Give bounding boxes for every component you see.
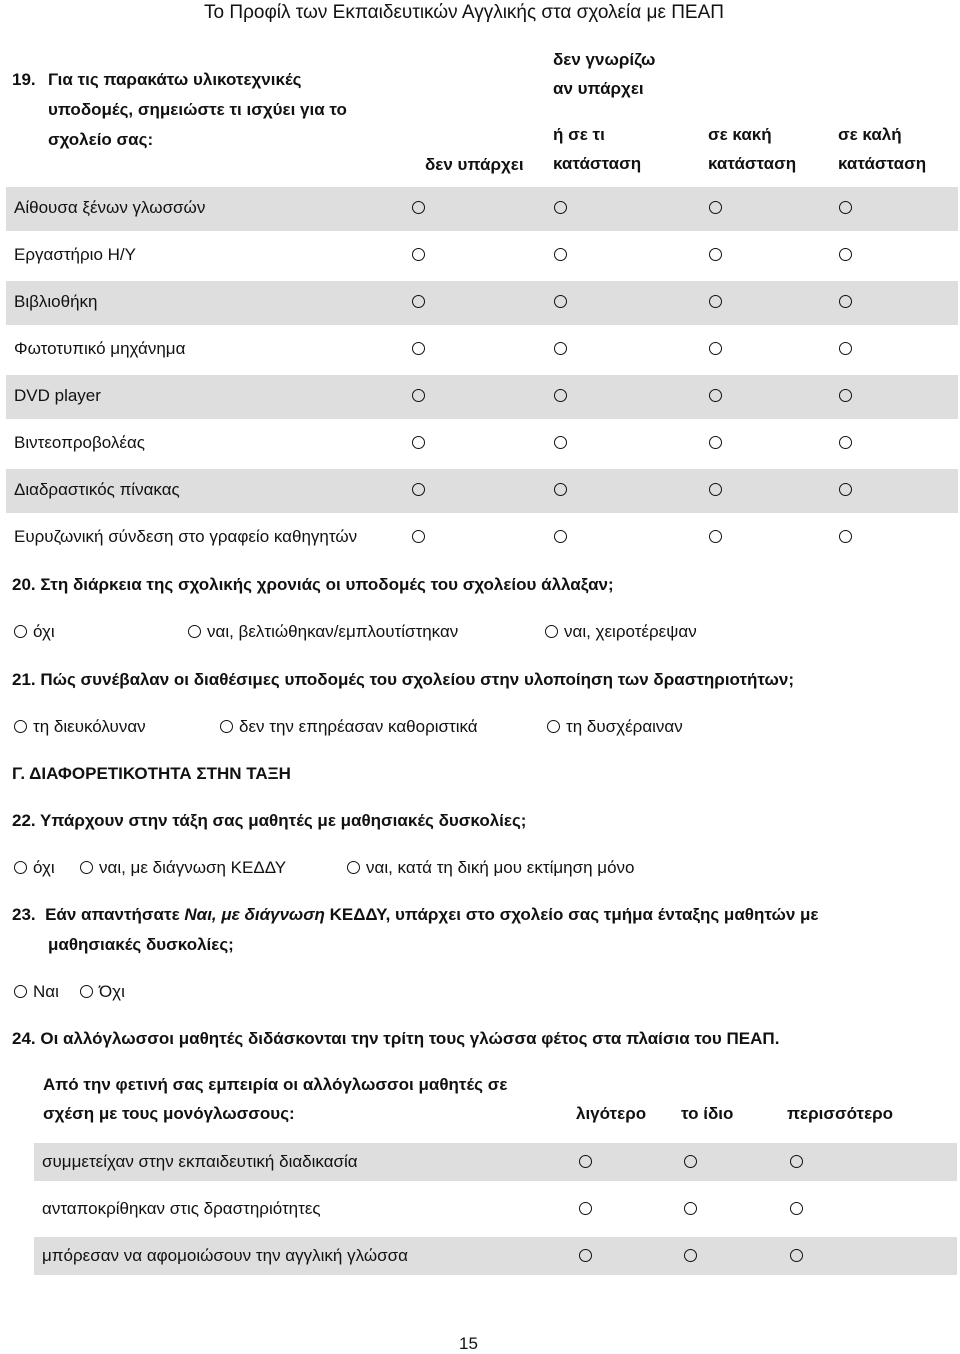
col-dont-know-l2: αν υπάρχει: [553, 79, 644, 98]
facility-row: [6, 375, 958, 419]
q24-row: [34, 1190, 957, 1228]
facility-row: [6, 328, 958, 372]
radio-dont-know[interactable]: [554, 436, 567, 449]
q24-intro-line2: σχέση με τους μονόγλωσσους:: [43, 1104, 295, 1123]
radio-icon[interactable]: [80, 985, 93, 998]
radio-dont-know[interactable]: [554, 530, 567, 543]
q21-option[interactable]: [547, 717, 683, 737]
q24-text: 24. Οι αλλόγλωσσοι μαθητές διδάσκονται την τρίτη τους γλώσσα φέτος στα πλαίσια του ΠΕΑΠ.: [12, 1029, 780, 1048]
facility-label: DVD player: [14, 386, 101, 405]
radio-more[interactable]: [790, 1155, 803, 1168]
radio-icon[interactable]: [545, 625, 558, 638]
q24-row-label: συμμετείχαν στην εκπαιδευτική διαδικασία: [42, 1152, 358, 1171]
col-less: λιγότερο: [576, 1104, 647, 1123]
radio-same[interactable]: [684, 1249, 697, 1262]
radio-good[interactable]: [839, 483, 852, 496]
facility-row: [6, 469, 958, 513]
q23-suffix: ΚΕΔΔΥ, υπάρχει στο σχολείο σας τμήμα ένταξης μαθητών με: [324, 905, 819, 924]
radio-icon[interactable]: [14, 861, 27, 874]
col-same: το ίδιο: [681, 1104, 734, 1123]
q22-option[interactable]: [14, 858, 55, 878]
radio-good[interactable]: [839, 436, 852, 449]
col-dont-know-l3: ή σε τι: [553, 125, 605, 144]
facility-row: [6, 281, 958, 325]
facility-row: [6, 422, 958, 466]
option-label: Ναι: [33, 982, 59, 1001]
radio-not-exists[interactable]: [412, 201, 425, 214]
facility-label: Εργαστήριο Η/Υ: [14, 245, 136, 264]
page-header-title: Το Προφίλ των Εκπαιδευτικών Αγγλικής στα σχολεία με ΠΕΑΠ: [204, 2, 724, 23]
radio-icon[interactable]: [14, 625, 27, 638]
radio-icon[interactable]: [14, 985, 27, 998]
q24-row-label: μπόρεσαν να αφομοιώσουν την αγγλική γλώσσα: [42, 1246, 408, 1265]
section-heading: Γ. ΔΙΑΦΟΡΕΤΙΚΟΤΗΤΑ ΣΤΗΝ ΤΑΞΗ: [12, 764, 291, 783]
radio-more[interactable]: [790, 1202, 803, 1215]
col-not-exists: δεν υπάρχει: [425, 155, 524, 174]
radio-bad[interactable]: [709, 483, 722, 496]
facility-row: [6, 516, 958, 560]
facility-label: Βιβλιοθήκη: [14, 292, 98, 311]
facility-row: [6, 234, 958, 278]
radio-dont-know[interactable]: [554, 201, 567, 214]
q19-number: 19.: [12, 70, 36, 89]
q19-text-line3: σχολείο σας:: [48, 130, 154, 149]
radio-good[interactable]: [839, 530, 852, 543]
q23-option[interactable]: [80, 982, 125, 1002]
radio-bad[interactable]: [709, 342, 722, 355]
option-label: τη δυσχέραιναν: [566, 717, 683, 736]
radio-bad[interactable]: [709, 436, 722, 449]
page-number: 15: [459, 1334, 478, 1353]
q19-text-line1: Για τις παρακάτω υλικοτεχνικές: [48, 70, 302, 89]
option-label: ναι, με διάγνωση ΚΕΔΔΥ: [99, 858, 287, 877]
facility-label: Βιντεοπροβολέας: [14, 433, 145, 452]
option-label: Όχι: [99, 982, 125, 1001]
col-dont-know-l1: δεν γνωρίζω: [553, 50, 656, 69]
radio-dont-know[interactable]: [554, 248, 567, 261]
radio-bad[interactable]: [709, 248, 722, 261]
radio-not-exists[interactable]: [412, 342, 425, 355]
q23-text: [12, 905, 818, 925]
q20-option[interactable]: [545, 622, 697, 642]
col-good-l2: κατάσταση: [838, 154, 927, 173]
radio-less[interactable]: [579, 1155, 592, 1168]
radio-dont-know[interactable]: [554, 295, 567, 308]
option-label: όχι: [33, 622, 55, 641]
radio-bad[interactable]: [709, 295, 722, 308]
q20-option[interactable]: [188, 622, 458, 642]
radio-not-exists[interactable]: [412, 530, 425, 543]
radio-icon[interactable]: [80, 861, 93, 874]
radio-icon[interactable]: [347, 861, 360, 874]
q23-prefix: 23. Εάν απαντήσατε: [12, 905, 185, 924]
radio-bad[interactable]: [709, 201, 722, 214]
q24-row-label: ανταποκρίθηκαν στις δραστηριότητες: [42, 1199, 321, 1218]
option-label: δεν την επηρέασαν καθοριστικά: [239, 717, 478, 736]
radio-good[interactable]: [839, 201, 852, 214]
q24-intro-line1: Από την φετινή σας εμπειρία οι αλλόγλωσσοι μαθητές σε: [43, 1075, 508, 1094]
radio-good[interactable]: [839, 389, 852, 402]
facility-label: Ευρυζωνική σύνδεση στο γραφείο καθηγητών: [14, 527, 358, 546]
radio-bad[interactable]: [709, 530, 722, 543]
radio-not-exists[interactable]: [412, 483, 425, 496]
option-label: ναι, χειροτέρεψαν: [564, 622, 697, 641]
q20-option[interactable]: [14, 622, 55, 642]
radio-good[interactable]: [839, 342, 852, 355]
radio-not-exists[interactable]: [412, 436, 425, 449]
q23-italic: Ναι, με διάγνωση: [184, 905, 325, 924]
radio-not-exists[interactable]: [412, 389, 425, 402]
col-more: περισσότερο: [787, 1104, 894, 1123]
radio-same[interactable]: [684, 1202, 697, 1215]
radio-icon[interactable]: [14, 720, 27, 733]
facility-label: Φωτοτυπικό μηχάνημα: [14, 339, 186, 358]
radio-less[interactable]: [579, 1202, 592, 1215]
option-label: ναι, βελτιώθηκαν/εμπλουτίστηκαν: [207, 622, 459, 641]
radio-more[interactable]: [790, 1249, 803, 1262]
radio-dont-know[interactable]: [554, 483, 567, 496]
radio-dont-know[interactable]: [554, 389, 567, 402]
q24-row: [34, 1143, 957, 1181]
radio-not-exists[interactable]: [412, 295, 425, 308]
q22-option[interactable]: [347, 858, 634, 878]
radio-icon[interactable]: [547, 720, 560, 733]
radio-good[interactable]: [839, 295, 852, 308]
q22-text: 22. Υπάρχουν στην τάξη σας μαθητές με μαθησιακές δυσκολίες;: [12, 811, 527, 830]
col-good-l1: σε καλή: [838, 125, 902, 144]
radio-less[interactable]: [579, 1249, 592, 1262]
radio-icon[interactable]: [188, 625, 201, 638]
col-bad-l1: σε κακή: [708, 125, 772, 144]
col-dont-know-l4: κατάσταση: [553, 154, 642, 173]
radio-not-exists[interactable]: [412, 248, 425, 261]
radio-dont-know[interactable]: [554, 342, 567, 355]
q23-option[interactable]: [14, 982, 59, 1002]
q20-text: 20. Στη διάρκεια της σχολικής χρονιάς οι υποδομές του σχολείου άλλαξαν;: [12, 575, 614, 594]
facility-row: [6, 187, 958, 231]
q21-option[interactable]: [220, 717, 478, 737]
q21-text: 21. Πώς συνέβαλαν οι διαθέσιμες υποδομές του σχολείου στην υλοποίηση των δραστηριοτήτων;: [12, 670, 795, 689]
q21-option[interactable]: [14, 717, 146, 737]
q22-option[interactable]: [80, 858, 286, 878]
radio-good[interactable]: [839, 248, 852, 261]
option-label: ναι, κατά τη δική μου εκτίμηση μόνο: [366, 858, 635, 877]
facility-label: Διαδραστικός πίνακας: [14, 480, 180, 499]
radio-same[interactable]: [684, 1155, 697, 1168]
option-label: όχι: [33, 858, 55, 877]
q24-row: [34, 1237, 957, 1275]
radio-icon[interactable]: [220, 720, 233, 733]
option-label: τη διευκόλυναν: [33, 717, 146, 736]
radio-bad[interactable]: [709, 389, 722, 402]
q23-text-line2: μαθησιακές δυσκολίες;: [48, 935, 234, 954]
q19-text-line2: υποδομές, σημειώστε τι ισχύει για το: [48, 100, 347, 119]
facility-label: Αίθουσα ξένων γλωσσών: [14, 198, 206, 217]
col-bad-l2: κατάσταση: [708, 154, 797, 173]
